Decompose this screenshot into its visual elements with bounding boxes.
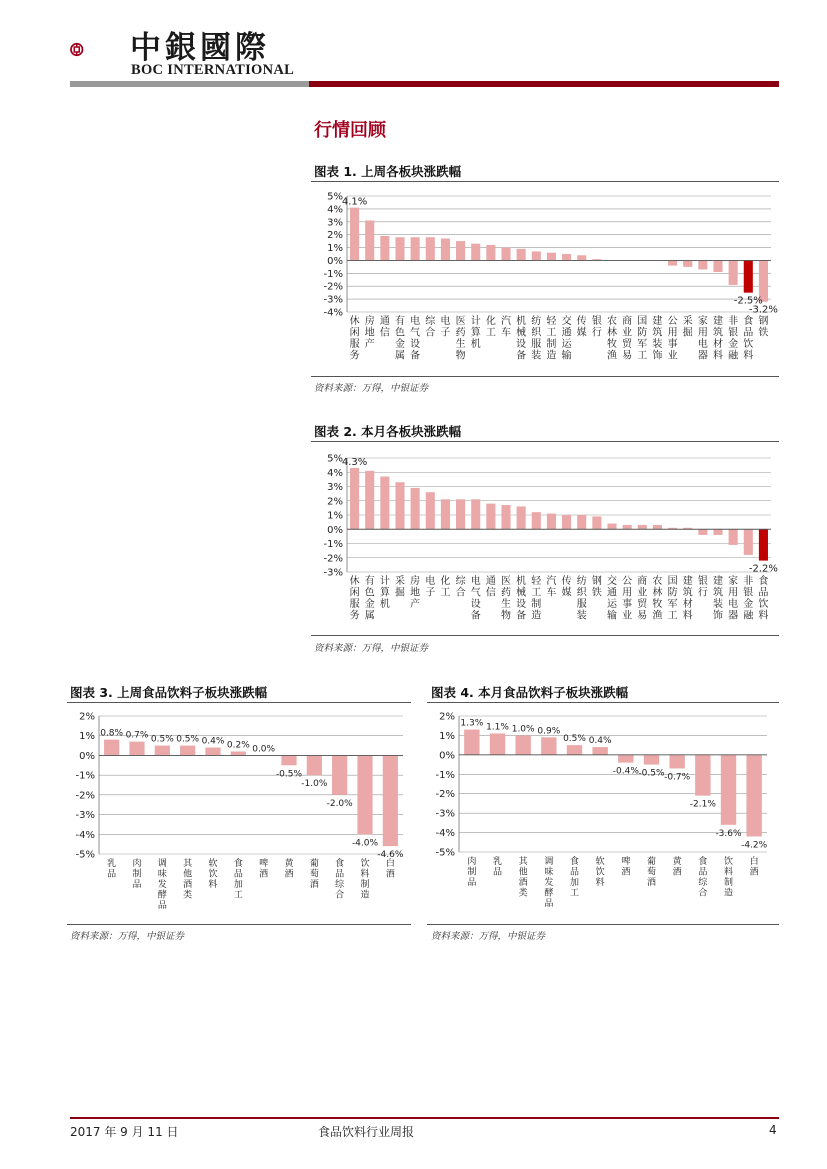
bar: [426, 492, 435, 529]
x-tick-label: 国防军工: [667, 576, 678, 622]
bar: [380, 236, 389, 260]
x-tick-label: 葡萄酒: [309, 859, 319, 890]
bar: [562, 254, 571, 260]
company-name-cn: 中銀國際: [130, 30, 270, 66]
chart2-top-rule: [311, 441, 779, 442]
bar: [395, 237, 404, 260]
x-tick-label: 综合: [425, 316, 436, 339]
x-tick-label: 肉制品: [132, 859, 142, 890]
x-tick-label: 肉制品: [467, 857, 477, 888]
x-tick-label: 食品加工: [233, 859, 243, 901]
bar: [441, 499, 450, 529]
x-tick-label: 农林牧渔: [652, 576, 663, 622]
bar: [456, 499, 465, 529]
bar: [746, 755, 761, 837]
y-tick-label: 0%: [327, 524, 343, 536]
y-tick-label: -2%: [75, 790, 95, 802]
y-tick-label: -1%: [435, 769, 455, 781]
bar: [618, 755, 633, 763]
x-tick-label: 公用事业: [622, 576, 633, 622]
x-tick-label: 化工: [485, 316, 496, 339]
x-tick-label: 非银金融: [743, 576, 754, 622]
footer-rule: [70, 1117, 779, 1119]
data-label: 4.1%: [341, 196, 368, 208]
chart2-bottom-rule: [311, 635, 779, 636]
bar: [638, 525, 647, 529]
bar: [501, 248, 510, 261]
y-tick-label: -3%: [323, 294, 343, 306]
y-tick-label: -2%: [323, 281, 343, 293]
y-tick-label: -1%: [323, 539, 343, 550]
bar: [668, 260, 677, 265]
bar: [532, 251, 541, 260]
x-tick-label: 纺织服装: [531, 316, 542, 362]
x-tick-label: 汽车: [546, 576, 557, 599]
x-tick-label: 休闲服务: [349, 316, 360, 362]
y-tick-label: 0%: [439, 750, 455, 762]
bar: [592, 516, 601, 529]
bar: [180, 746, 195, 756]
x-tick-label: 食品综合: [335, 859, 345, 901]
bar: [411, 488, 420, 529]
x-tick-label: 采掘: [682, 316, 693, 339]
data-label: 0.2%: [226, 740, 250, 751]
x-tick-label: 传媒: [576, 316, 587, 339]
chart3-bottom-rule: [67, 924, 411, 925]
x-tick-label: 综合: [455, 576, 466, 599]
chart4-top-rule: [427, 702, 779, 703]
y-tick-label: -3%: [75, 810, 95, 822]
data-label: -3.6%: [715, 828, 742, 839]
x-tick-label: 非银金融: [728, 316, 739, 362]
data-label: -3.2%: [748, 304, 778, 316]
bar: [744, 260, 753, 292]
x-tick-label: 建筑材料: [713, 316, 723, 362]
y-tick-label: 0%: [79, 750, 95, 762]
x-tick-label: 乳品: [492, 857, 503, 878]
bar: [517, 506, 526, 529]
bar: [713, 260, 722, 272]
x-tick-label: 食品加工: [569, 857, 580, 899]
bar: [411, 237, 420, 260]
x-tick-label: 食品综合: [698, 857, 708, 899]
y-tick-label: -3%: [323, 567, 343, 579]
bar: [471, 244, 480, 261]
bar: [644, 755, 659, 765]
bar: [486, 245, 495, 260]
data-label: -2.1%: [689, 799, 716, 810]
x-tick-label: 纺织服装: [576, 576, 587, 622]
bar: [698, 529, 707, 535]
x-tick-label: 软饮料: [208, 859, 218, 890]
data-label: 0.8%: [100, 728, 124, 739]
x-tick-label: 医药生物: [501, 576, 511, 622]
bar: [464, 730, 479, 755]
bar: [759, 529, 768, 560]
x-tick-label: 机械设备: [516, 316, 527, 362]
x-tick-label: 化工: [440, 576, 451, 599]
data-label: -2.0%: [326, 798, 353, 809]
bar: [332, 755, 347, 794]
bar: [129, 742, 144, 756]
x-tick-label: 其他酒类: [518, 857, 528, 899]
x-tick-label: 白酒: [749, 857, 759, 878]
x-tick-label: 轻工制造: [531, 576, 542, 622]
chart3-svg: [67, 706, 411, 922]
x-tick-label: 黄酒: [672, 857, 682, 878]
x-tick-label: 乳品: [107, 859, 117, 880]
x-tick-label: 采掘: [395, 576, 405, 599]
bar: [592, 747, 607, 755]
data-label: -4.6%: [377, 850, 404, 861]
chart1-title: 图表 1. 上周各板块涨跌幅: [314, 164, 462, 179]
bar: [471, 499, 480, 529]
company-name-en: BOC INTERNATIONAL: [131, 62, 295, 78]
x-tick-label: 软饮料: [595, 857, 605, 888]
footer-report-name: 食品饮料行业周报: [318, 1125, 415, 1139]
data-label: 0.5%: [563, 734, 586, 745]
data-label: 1.0%: [511, 724, 535, 735]
x-tick-label: 家用电器: [697, 316, 708, 362]
x-tick-label: 商业贸易: [637, 576, 648, 622]
x-tick-label: 钢铁: [758, 316, 769, 339]
bar: [231, 751, 246, 755]
x-tick-label: 休闲服务: [349, 576, 360, 622]
bar: [532, 512, 541, 529]
chart1-source: 资料来源：万得，中银证券: [314, 383, 429, 394]
bar: [515, 735, 530, 754]
x-tick-label: 食品饮料: [758, 576, 769, 622]
y-tick-label: 1%: [327, 243, 343, 255]
x-tick-label: 食品饮料: [743, 316, 754, 362]
bar: [441, 239, 450, 261]
chart1-svg: [311, 184, 779, 374]
bar: [456, 241, 465, 260]
y-tick-label: -2%: [323, 553, 343, 565]
bar: [713, 529, 722, 535]
x-tick-label: 电气设备: [470, 576, 481, 622]
chart1-top-rule: [311, 181, 779, 182]
x-tick-label: 有色金属: [364, 576, 375, 622]
chart1-bottom-rule: [311, 376, 779, 377]
bar: [541, 737, 556, 754]
x-tick-label: 电子: [440, 316, 451, 339]
bar: [383, 755, 398, 846]
x-tick-label: 计算机: [470, 316, 481, 350]
section-title: 行情回顾: [314, 120, 386, 141]
bar: [577, 515, 586, 529]
bar: [426, 237, 435, 260]
data-label: 0.5%: [150, 734, 174, 745]
y-tick-label: -2%: [435, 789, 455, 801]
bar: [547, 253, 556, 261]
bar: [155, 746, 170, 756]
x-tick-label: 钢铁: [591, 576, 602, 599]
x-tick-label: 调味发酵品: [544, 857, 554, 909]
chart4-title: 图表 4. 本月食品饮料子板块涨跌幅: [431, 685, 629, 700]
bar: [365, 220, 374, 260]
bar: [205, 748, 220, 756]
bar: [486, 504, 495, 530]
y-tick-label: 2%: [327, 496, 343, 508]
y-tick-label: 3%: [327, 217, 343, 229]
chart2-title: 图表 2. 本月各板块涨跌幅: [314, 424, 462, 439]
bar: [307, 755, 322, 775]
data-label: -4.0%: [351, 838, 379, 849]
x-tick-label: 啤酒: [621, 857, 631, 878]
bar: [669, 755, 684, 769]
x-tick-label: 建筑装饰: [713, 576, 723, 622]
y-tick-label: 2%: [439, 711, 455, 723]
data-label: -1.0%: [301, 779, 328, 790]
y-tick-label: 1%: [439, 730, 455, 742]
bar: [721, 755, 736, 825]
x-tick-label: 传媒: [561, 576, 572, 599]
data-label: -0.5%: [638, 768, 665, 779]
x-tick-label: 公用事业: [667, 316, 678, 362]
bar: [577, 255, 586, 260]
boc-logo-icon: [70, 20, 130, 80]
x-tick-label: 家用电器: [728, 576, 739, 622]
data-label: 1.3%: [460, 718, 484, 729]
x-tick-label: 其他酒类: [183, 859, 193, 901]
y-tick-label: 1%: [79, 731, 95, 743]
bar: [683, 260, 692, 266]
y-tick-label: 5%: [327, 453, 343, 465]
bar: [365, 471, 374, 529]
x-tick-label: 饮料制造: [723, 857, 734, 899]
chart3-top-rule: [67, 702, 411, 703]
x-tick-label: 黄酒: [284, 859, 294, 880]
x-tick-label: 饮料制造: [360, 859, 370, 901]
bar: [281, 755, 296, 765]
x-tick-label: 农林牧渔: [607, 316, 617, 362]
x-tick-label: 医药生物: [455, 316, 466, 362]
data-label: -0.7%: [664, 772, 691, 783]
bar: [501, 505, 510, 529]
y-tick-label: 3%: [327, 482, 343, 493]
footer-date: 2017 年 9 月 11 日: [70, 1125, 179, 1139]
bar: [350, 208, 359, 261]
bar: [395, 482, 404, 529]
x-tick-label: 交通运输: [561, 316, 572, 362]
data-label: 4.3%: [341, 456, 368, 468]
y-tick-label: -5%: [75, 849, 95, 861]
y-tick-label: 2%: [79, 711, 95, 723]
bar: [567, 745, 582, 755]
chart4-source: 资料来源：万得，中银证券: [431, 931, 546, 942]
x-tick-label: 白酒: [385, 859, 395, 880]
y-tick-label: -1%: [323, 268, 343, 280]
y-tick-label: -4%: [323, 307, 343, 319]
y-tick-label: 1%: [327, 510, 343, 522]
bar: [729, 260, 738, 284]
x-tick-label: 葡萄酒: [646, 857, 657, 888]
y-tick-label: -3%: [435, 808, 455, 820]
x-tick-label: 电子: [425, 576, 436, 599]
x-tick-label: 通信: [379, 316, 390, 339]
data-label: 0.9%: [537, 726, 561, 737]
x-tick-label: 汽车: [501, 316, 511, 339]
header-rule-red: [309, 81, 779, 87]
x-tick-label: 建筑装饰: [652, 316, 663, 362]
x-tick-label: 机械设备: [516, 576, 527, 622]
bar: [695, 755, 710, 796]
x-tick-label: 通信: [485, 576, 496, 599]
x-tick-label: 计算机: [379, 576, 390, 610]
x-tick-label: 国防军工: [637, 316, 648, 362]
y-tick-label: -1%: [75, 770, 95, 782]
y-tick-label: 0%: [327, 255, 343, 267]
data-label: 0.0%: [252, 744, 276, 755]
x-tick-label: 有色金属: [395, 316, 405, 362]
y-tick-label: 2%: [327, 230, 343, 242]
data-label: 0.4%: [588, 736, 612, 747]
x-tick-label: 银行: [591, 316, 602, 339]
data-label: 1.1%: [486, 722, 509, 733]
x-tick-label: 房地产: [410, 576, 421, 610]
y-tick-label: 4%: [327, 467, 343, 479]
data-label: -2.2%: [748, 563, 778, 575]
x-tick-label: 交通运输: [607, 576, 617, 622]
x-tick-label: 商业贸易: [622, 316, 633, 362]
bar: [607, 524, 616, 530]
header-rule-grey: [70, 81, 309, 87]
chart2-source: 资料来源：万得，中银证券: [314, 643, 429, 654]
data-label: 0.4%: [201, 736, 225, 747]
data-label: -4.2%: [741, 840, 768, 851]
bar: [357, 755, 372, 834]
chart4-svg: [427, 706, 779, 922]
bar: [623, 525, 632, 529]
x-tick-label: 电气设备: [410, 316, 421, 362]
bar: [547, 514, 556, 530]
x-tick-label: 建筑材料: [682, 576, 693, 622]
bar: [104, 740, 119, 756]
chart2-svg: [311, 444, 779, 634]
bar: [517, 249, 526, 261]
chart3-title: 图表 3. 上周食品饮料子板块涨跌幅: [70, 685, 268, 700]
data-label: -0.4%: [612, 766, 639, 777]
x-tick-label: 啤酒: [259, 859, 269, 880]
data-label: -2.5%: [733, 295, 763, 307]
bar: [350, 468, 359, 529]
x-tick-label: 银行: [697, 576, 708, 599]
footer-page-number: 4: [769, 1123, 777, 1137]
bar: [380, 477, 389, 530]
x-tick-label: 房地产: [364, 316, 375, 350]
bar: [698, 260, 707, 269]
chart3-source: 资料来源：万得，中银证券: [70, 931, 185, 942]
bar: [562, 515, 571, 529]
y-tick-label: -4%: [435, 828, 455, 840]
data-label: 0.7%: [125, 730, 149, 741]
chart4-bottom-rule: [427, 924, 779, 925]
bar: [490, 733, 505, 754]
bar: [729, 529, 738, 545]
bar: [744, 529, 753, 555]
data-label: -0.5%: [275, 769, 303, 780]
y-tick-label: -4%: [75, 829, 95, 841]
x-tick-label: 轻工制造: [546, 316, 557, 362]
y-tick-label: -5%: [435, 847, 455, 859]
data-label: 0.5%: [176, 734, 200, 745]
bar: [653, 525, 662, 529]
y-tick-label: 4%: [327, 204, 343, 216]
y-tick-label: 5%: [327, 191, 343, 203]
x-tick-label: 调味发酵品: [157, 859, 167, 911]
